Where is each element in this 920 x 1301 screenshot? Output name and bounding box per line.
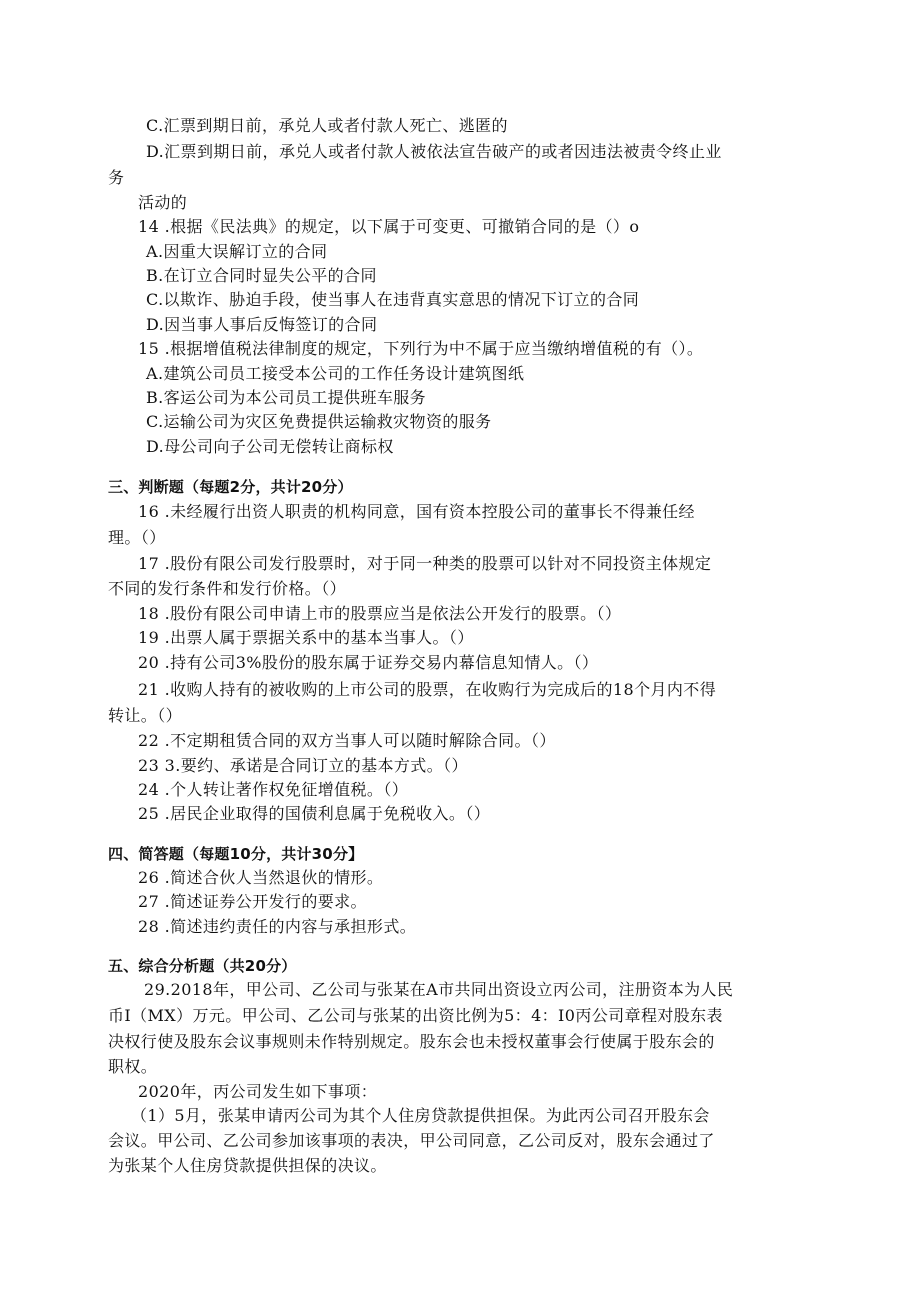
event-1-line2: 会议。甲公司、乙公司参加该事项的表决，甲公司同意，乙公司反对，股东会通过了 <box>108 1131 715 1150</box>
event-1-line1: （1）5月，张某申请丙公司为其个人住房贷款提供担保。为此丙公司召开股东会 <box>131 1106 710 1125</box>
event-1-line3: 为张某个人住房贷款提供担保的决议。 <box>108 1156 387 1175</box>
option-15a: A.建筑公司员工接受本公司的工作任务设计建筑图纸 <box>146 364 525 383</box>
option-13d-line1: D.汇票到期日前，承兑人或者付款人被依法宣告破产的或者因违法被责令终止业 <box>146 142 722 161</box>
question-17-line2: 不同的发行条件和发行价格。（） <box>108 579 347 598</box>
question-29-line2: 币I（MX）万元。甲公司、乙公司与张某的出资比例为5：4：I0丙公司章程对股东表 <box>108 1006 723 1025</box>
question-29-line3: 决权行使及股东会议事规则未作特别规定。股东会也未授权董事会行使属于股东会的 <box>108 1032 715 1051</box>
option-14a: A.因重大误解订立的合同 <box>146 242 328 261</box>
question-23: 23 3.要约、承诺是合同订立的基本方式。（） <box>138 756 468 775</box>
option-15b: B.客运公司为本公司员工提供班车服务 <box>146 388 427 407</box>
section-heading-analysis: 五、综合分析题（共20分） <box>108 957 297 975</box>
option-14b: B.在订立合同时显失公平的合同 <box>146 266 377 285</box>
question-26: 26 .简述合伙人当然退伙的情形。 <box>138 868 384 887</box>
question-21-line2: 转让。（） <box>108 706 183 725</box>
question-22: 22 .不定期租赁合同的双方当事人可以随时解除合同。（） <box>138 731 556 750</box>
question-19: 19 .出票人属于票据关系中的基本当事人。（） <box>138 628 474 647</box>
question-20: 20 .持有公司3%股份的股东属于证券交易内幕信息知情人。（） <box>138 653 599 672</box>
question-16-line2: 理。（） <box>108 528 166 547</box>
option-14c: C.以欺诈、胁迫手段，使当事人在违背真实意思的情况下订立的合同 <box>146 290 640 309</box>
question-15: 15 .根据增值税法律制度的规定，下列行为中不属于应当缴纳增值税的有（）。 <box>138 339 704 358</box>
section-heading-judgment: 三、判断题（每题2分，共计20分） <box>108 478 353 496</box>
question-24: 24 .个人转让著作权免征增值税。（） <box>138 780 409 799</box>
question-25: 25 .居民企业取得的国债利息属于免税收入。（） <box>138 804 491 823</box>
question-29-line1: 29.2018年，甲公司、乙公司与张某在A市共同出资设立丙公司，注册资本为人民 <box>144 980 734 999</box>
question-27: 27 .简述证券公开发行的要求。 <box>138 892 367 911</box>
option-15d: D.母公司向子公司无偿转让商标权 <box>146 437 394 456</box>
question-18: 18 .股份有限公司申请上市的股票应当是依法公开发行的股票。（） <box>138 604 622 623</box>
events-intro: 2020年，丙公司发生如下事项： <box>138 1082 378 1101</box>
option-13c: C.汇票到期日前，承兑人或者付款人死亡、逃匿的 <box>146 116 508 135</box>
question-21-line1: 21 .收购人持有的被收购的上市公司的股票，在收购行为完成后的18个月内不得 <box>138 680 717 699</box>
question-17-line1: 17 .股份有限公司发行股票时，对于同一种类的股票可以针对不同投资主体规定 <box>138 554 712 573</box>
question-14: 14 .根据《民法典》的规定，以下属于可变更、可撤销合同的是（）o <box>138 217 640 236</box>
option-14d: D.因当事人事后反悔签订的合同 <box>146 315 378 334</box>
option-15c: C.运输公司为灾区免费提供运输救灾物资的服务 <box>146 412 492 431</box>
question-16-line1: 16 .未经履行出资人职责的机构同意，国有资本控股公司的董事长不得兼任经 <box>138 502 695 521</box>
question-29-line4: 职权。 <box>108 1057 158 1076</box>
option-13d-line2: 务 <box>108 168 125 187</box>
section-heading-short-answer: 四、简答题（每题10分，共计30分】 <box>108 845 364 863</box>
option-13d-line3: 活动的 <box>138 193 188 212</box>
question-28: 28 .简述违约责任的内容与承担形式。 <box>138 917 417 936</box>
